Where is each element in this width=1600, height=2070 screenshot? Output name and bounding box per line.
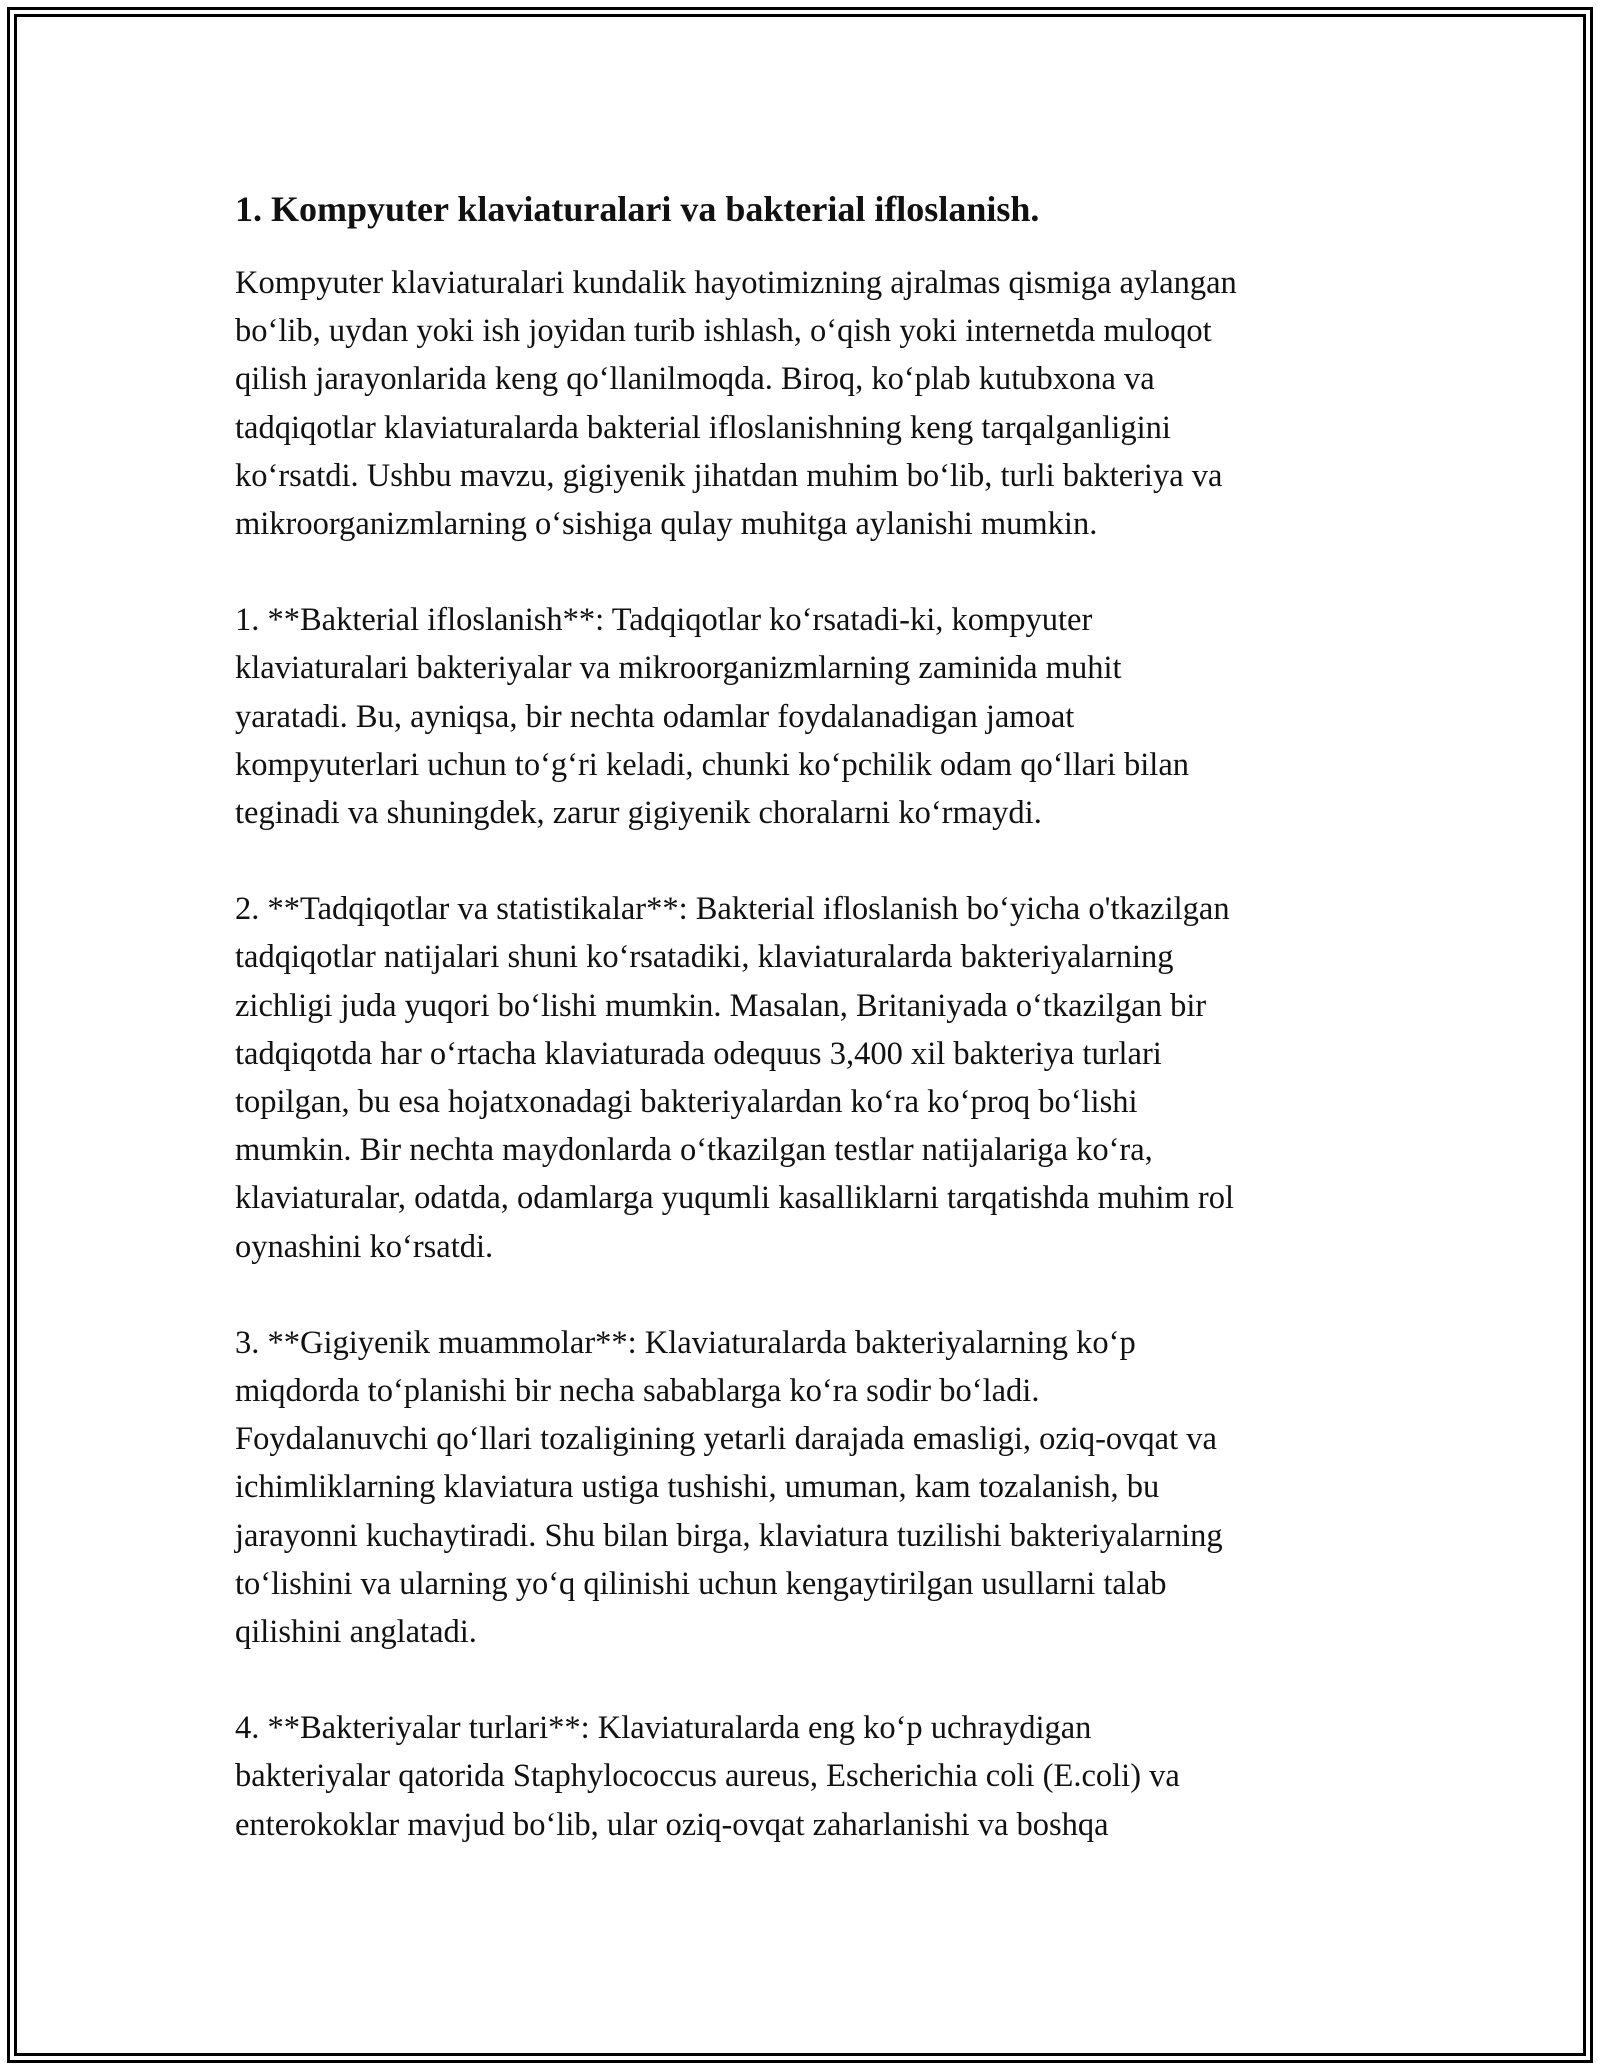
intro-paragraph: [235, 259, 1370, 548]
paragraph-line: bo‘lib, uydan yoki ish joyidan turib ishlash, o‘qish yoki internetda muloqot: [235, 313, 1212, 350]
section-heading: 1. Kompyuter klaviaturalari va bakterial ifloslanish.: [235, 189, 1040, 229]
point-1-paragraph: [235, 596, 1370, 837]
paragraph-line: klaviaturalar, odatda, odamlarga yuqumli kasalliklarni tarqatishda muhim rol: [235, 1180, 1234, 1217]
point-2-paragraph: [235, 885, 1370, 1271]
paragraph-line: mumkin. Bir nechta maydonlarda o‘tkazilgan testlar natijalariga ko‘ra,: [235, 1132, 1153, 1169]
paragraph-line: 4. **Bakteriyalar turlari**: Klaviaturalarda eng ko‘p uchraydigan: [235, 1710, 1092, 1747]
paragraph-line: topilgan, bu esa hojatxonadagi bakteriyalardan ko‘ra ko‘proq bo‘lishi: [235, 1084, 1138, 1121]
paragraph-line: oynashini ko‘rsatdi.: [235, 1228, 494, 1265]
paragraph-line: miqdorda to‘planishi bir necha sabablarga ko‘ra sodir bo‘ladi.: [235, 1373, 1040, 1410]
paragraph-line: tadqiqotlar klaviaturalarda bakterial ifloslanishning keng tarqalganligini: [235, 409, 1171, 446]
document-body: [235, 185, 1370, 1897]
paragraph-line: jarayonni kuchaytiradi. Shu bilan birga, klaviatura tuzilishi bakteriyalarning: [235, 1517, 1223, 1554]
paragraph-line: qilish jarayonlarida keng qo‘llanilmoqda. Biroq, ko‘plab kutubxona va: [235, 361, 1155, 398]
paragraph-line: tadqiqotlar natijalari shuni ko‘rsatadiki, klaviaturalarda bakteriyalarning: [235, 939, 1174, 976]
paragraph-line: enterokoklar mavjud bo‘lib, ular oziq-ovqat zaharlanishi va boshqa: [235, 1806, 1109, 1843]
paragraph-line: kompyuterlari uchun to‘g‘ri keladi, chunki ko‘pchilik odam qo‘llari bilan: [235, 746, 1189, 783]
paragraph-line: teginadi va shuningdek, zarur gigiyenik choralarni ko‘rmaydi.: [235, 795, 1042, 832]
paragraph-line: 1. **Bakterial ifloslanish**: Tadqiqotlar ko‘rsatadi-ki, kompyuter: [235, 602, 1093, 639]
paragraph-line: Kompyuter klaviaturalari kundalik hayotimizning ajralmas qismiga aylangan: [235, 265, 1237, 301]
paragraph-line: 3. **Gigiyenik muammolar**: Klaviaturalarda bakteriyalarning ko‘p: [235, 1324, 1136, 1361]
paragraph-line: Foydalanuvchi qo‘llari tozaligining yetarli darajada emasligi, oziq-ovqat va: [235, 1421, 1217, 1458]
paragraph-line: qilishini anglatadi.: [235, 1614, 477, 1651]
paragraph-line: yaratadi. Bu, ayniqsa, bir nechta odamlar foydalanadigan jamoat: [235, 698, 1075, 735]
paragraph-line: ko‘rsatdi. Ushbu mavzu, gigiyenik jihatdan muhim bo‘lib, turli bakteriya va: [235, 457, 1223, 494]
paragraph-line: zichligi juda yuqori bo‘lishi mumkin. Masalan, Britaniyada o‘tkazilgan bir: [235, 987, 1207, 1024]
paragraph-line: ichimliklarning klaviatura ustiga tushishi, umuman, kam tozalanish, bu: [235, 1469, 1160, 1506]
paragraph-line: to‘lishini va ularning yo‘q qilinishi uchun kengaytirilgan usullarni talab: [235, 1565, 1167, 1602]
point-4-paragraph: [235, 1704, 1370, 1849]
paragraph-line: klaviaturalari bakteriyalar va mikroorganizmlarning zaminida muhit: [235, 650, 1122, 687]
point-3-paragraph: [235, 1319, 1370, 1656]
paragraph-line: tadqiqotda har o‘rtacha klaviaturada odequus 3,400 xil bakteriya turlari: [235, 1035, 1162, 1072]
paragraph-line: 2. **Tadqiqotlar va statistikalar**: Bakterial ifloslanish bo‘yicha o'tkazilgan: [235, 891, 1230, 928]
paragraph-line: bakteriyalar qatorida Staphylococcus aureus, Escherichia coli (E.coli) va: [235, 1758, 1180, 1795]
paragraph-line: mikroorganizmlarning o‘sishiga qulay muhitga aylanishi mumkin.: [235, 506, 1098, 543]
